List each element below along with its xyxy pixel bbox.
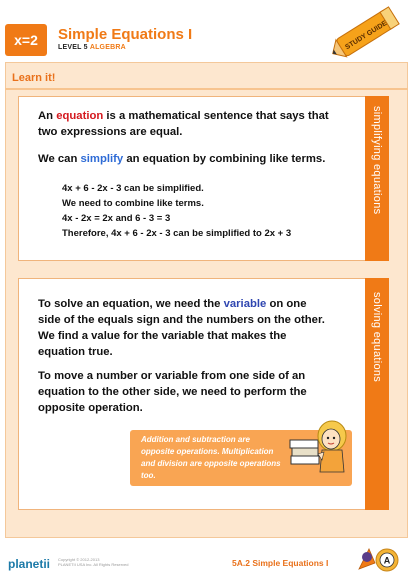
keyword-variable: variable: [223, 298, 267, 310]
girl-character-icon: [288, 418, 350, 476]
tip-line: opposite operations. Multiplication: [141, 447, 274, 456]
text-fragment: is a mathematical sentence that says that: [103, 110, 329, 122]
copyright-line: PLANETII USA Inc. All Rights Reserved: [58, 562, 129, 567]
topic-badge: x=2: [5, 24, 47, 56]
text-fragment: equation to the other side, we need to perform the: [38, 386, 307, 398]
solving-tab-label: solving equations: [371, 292, 383, 383]
text-fragment: on one: [266, 298, 307, 310]
text-fragment: To move a number or variable from one side of an: [38, 370, 306, 382]
copyright-text: [58, 557, 128, 567]
subject-label: ALGEBRA: [89, 44, 126, 51]
example-line: 4x + 6 - 2x - 3 can be simplified.: [62, 183, 204, 194]
text-fragment: We can: [38, 153, 81, 165]
text-fragment: An: [38, 110, 57, 122]
brand-logo: planetii: [8, 557, 51, 571]
simplifying-tab: [365, 96, 389, 261]
simplifying-tab-label: simplifying equations: [371, 106, 383, 215]
text-fragment: side of the equals sign and the numbers on the other.: [38, 314, 325, 326]
text-fragment: We find a value for the variable that makes the: [38, 330, 287, 342]
tip-text: [141, 434, 311, 482]
section-heading: Learn it!: [12, 72, 56, 84]
page-label: 5A.2 Simple Equations I: [232, 558, 329, 568]
corner-letter: A: [383, 555, 391, 566]
text-fragment: To solve an equation, we need the: [38, 298, 224, 310]
simplify-definition: [38, 151, 325, 167]
example-line: Therefore, 4x + 6 - 2x - 3 can be simplified to 2x + 3: [62, 228, 292, 239]
tip-line: too.: [141, 471, 156, 480]
example-line: 4x - 2x = 2x and 6 - 3 = 3: [62, 213, 171, 224]
level-label: LEVEL 5: [58, 44, 88, 51]
level-subject: [58, 44, 126, 51]
keyword-simplify: simplify: [80, 153, 124, 165]
example-line: We need to combine like terms.: [62, 198, 204, 209]
section-divider: [5, 88, 408, 90]
tip-line: and division are opposite operations: [141, 459, 281, 468]
solving-explanation: [38, 296, 325, 360]
simplify-example: [62, 181, 291, 241]
keyword-equation: equation: [56, 110, 104, 122]
opposite-operation-explanation: [38, 368, 307, 416]
equation-definition: [38, 108, 329, 140]
solving-tab: [365, 278, 389, 510]
owl-character-icon: [355, 545, 401, 573]
page-title: Simple Equations I: [58, 26, 193, 43]
text-fragment: opposite operation.: [38, 402, 143, 414]
header: [0, 0, 413, 62]
study-guide-pencil-icon: [326, 2, 408, 60]
text-fragment: equation true.: [38, 346, 113, 358]
tip-line: Addition and subtraction are: [141, 435, 250, 444]
text-fragment: two expressions are equal.: [38, 126, 183, 138]
copyright-line: Copyright © 2012-2013: [58, 557, 100, 562]
study-guide-label: STUDY GUIDE: [344, 19, 389, 52]
text-fragment: an equation by combining like terms.: [123, 153, 326, 165]
